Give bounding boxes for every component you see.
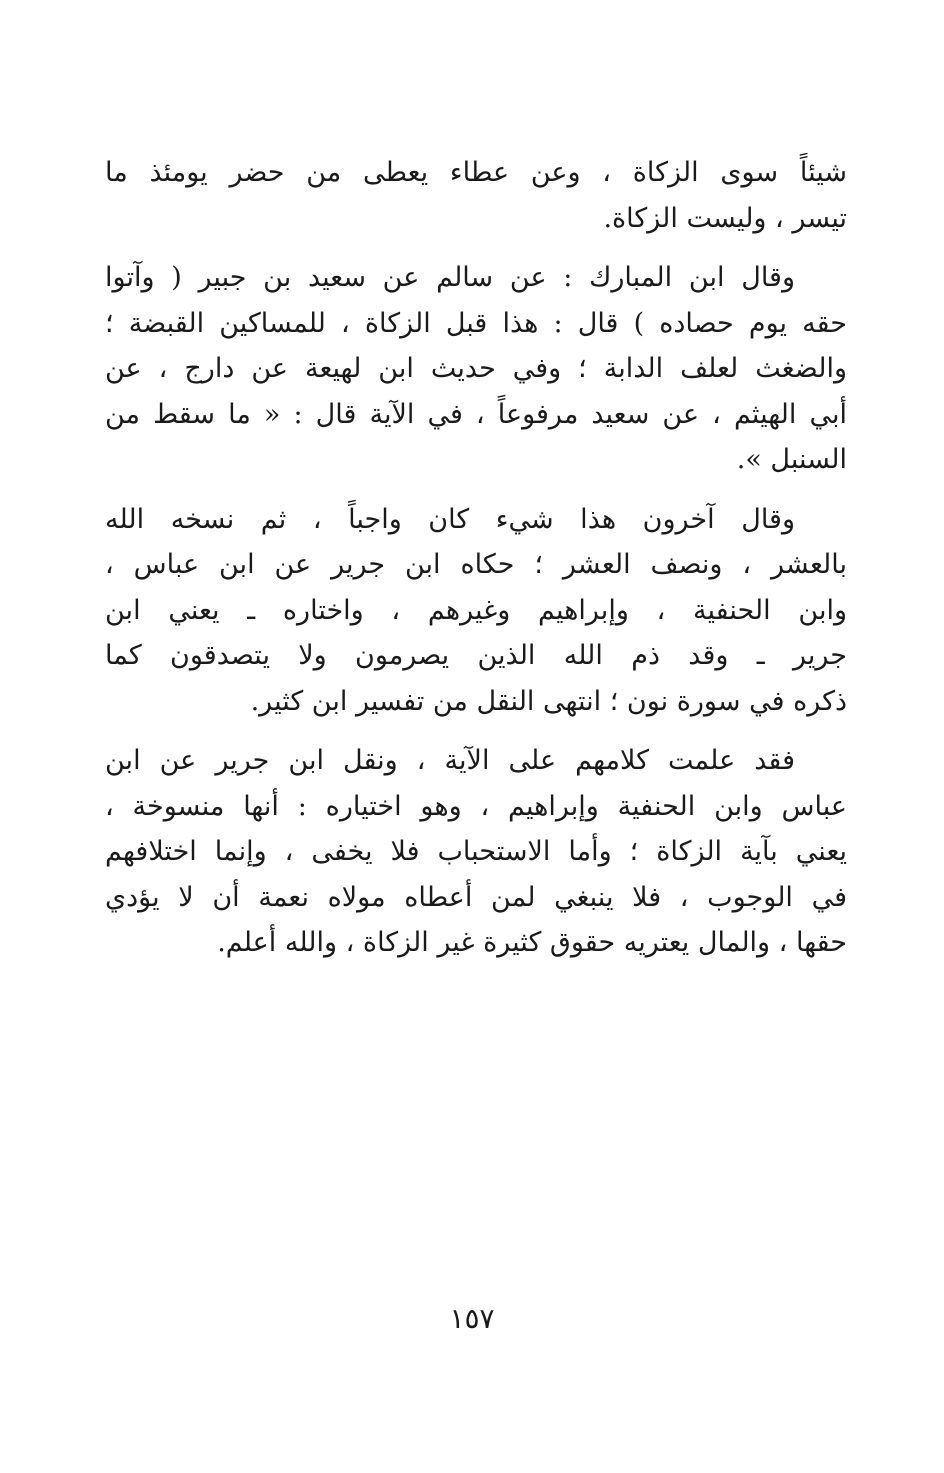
page-number: ١٥٧	[449, 1302, 495, 1335]
paragraph-1	[105, 150, 847, 241]
body-text	[105, 150, 847, 980]
text-line: بالعشر ، ونصف العشر ؛ حكاه ابن جرير عن ابن عباس ،	[105, 549, 847, 580]
text-line: وقال ابن المبارك : عن سالم عن سعيد بن جبير ( وآتوا	[105, 262, 795, 293]
text-line: حقه يوم حصاده ) قال : هذا قبل الزكاة ، للمساكين القبضة ؛	[105, 307, 847, 339]
text-line: تيسر ، وليست الزكاة.	[603, 202, 847, 234]
paragraph-4	[105, 738, 847, 966]
paragraph-3	[105, 497, 847, 725]
text-line: في الوجوب ، فلا ينبغي لمن أعطاه مولاه نعمة أن لا يؤدي	[105, 881, 847, 913]
text-line: أبي الهيثم ، عن سعيد مرفوعاً ، في الآية قال : « ما سقط من	[105, 398, 847, 430]
text-line: عباس وابن الحنفية وإبراهيم ، وهو اختياره : أنها منسوخة ،	[105, 790, 847, 822]
text-line: شيئاً سوى الزكاة ، وعن عطاء يعطى من حضر يومئذ ما	[105, 157, 847, 188]
text-line: يعني بآية الزكاة ؛ وأما الاستحباب فلا يخفى ، وإنما اختلافهم	[105, 836, 847, 867]
text-line: وقال آخرون هذا شيء كان واجباً ، ثم نسخه الله	[105, 503, 795, 535]
paragraph-2	[105, 255, 847, 483]
text-line: السنبل ».	[736, 444, 847, 475]
text-line: حقها ، والمال يعتريه حقوق كثيرة غير الزكاة ، والله أعلم.	[217, 927, 847, 958]
text-line: فقد علمت كلامهم على الآية ، ونقل ابن جرير عن ابن	[105, 745, 795, 776]
text-line: جرير ـ وقد ذم الله الذين يصرمون ولا يتصدقون كما	[105, 640, 847, 671]
text-line: والضغث لعلف الدابة ؛ وفي حديث ابن لهيعة عن دارج ، عن	[105, 353, 847, 384]
text-line: وابن الحنفية ، وإبراهيم وغيرهم ، واختاره ـ يعني ابن	[105, 594, 847, 626]
text-line: ذكره في سورة نون ؛ انتهى النقل من تفسير ابن كثير.	[250, 685, 847, 717]
